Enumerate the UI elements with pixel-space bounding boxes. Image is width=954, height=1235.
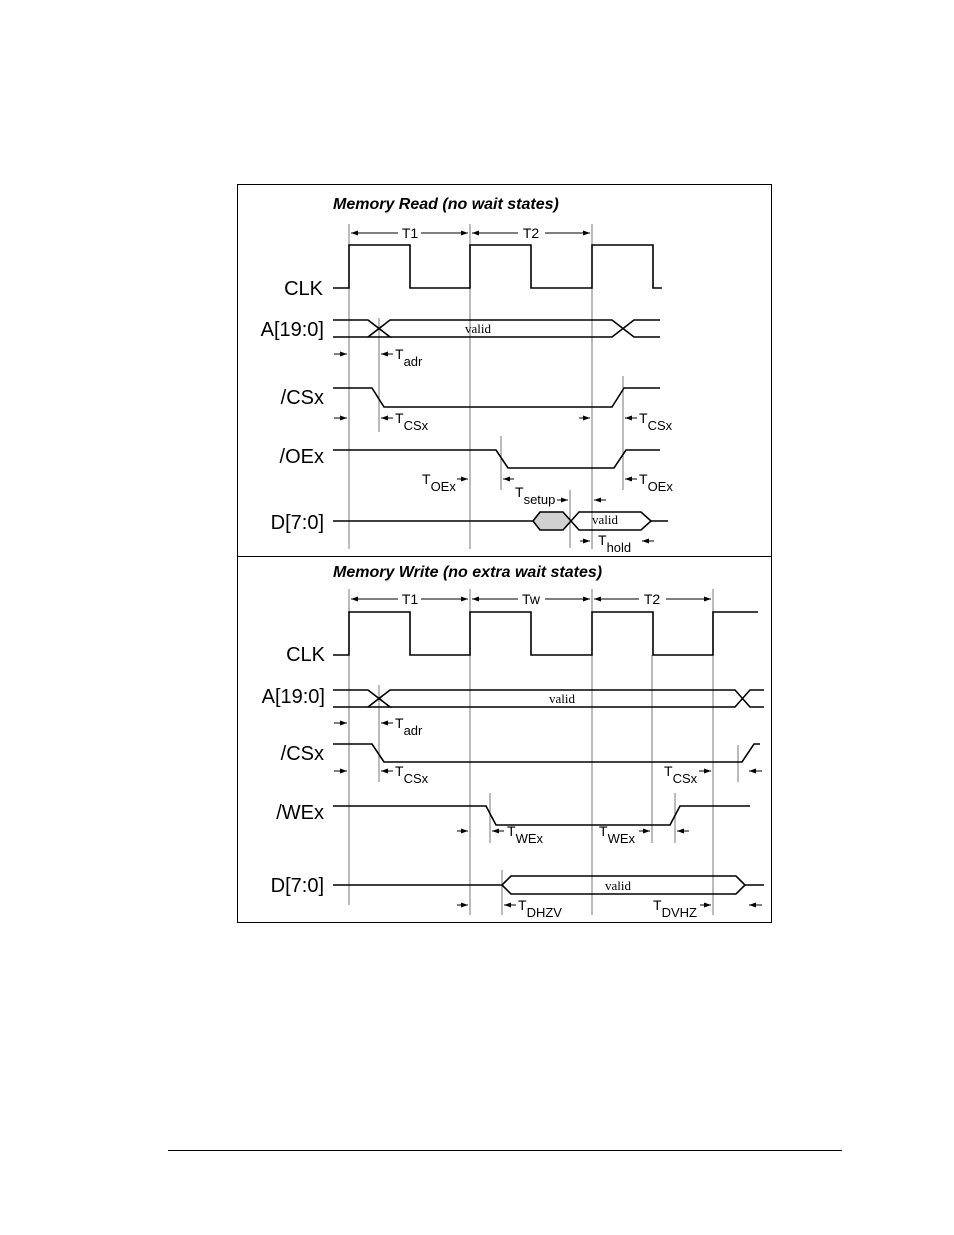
write-addr-bus-left [333,690,390,707]
read-addr-bus-left [333,320,390,337]
write-twex2-label: TWEx [599,823,636,846]
read-panel [261,196,674,555]
read-tsetup-label: Tsetup [515,484,556,507]
write-period-t2: T2 [643,591,661,607]
write-panel [262,564,764,920]
read-label-csx: /CSx [280,387,324,409]
write-addr-valid-label: valid [549,691,575,706]
write-label-wex: /WEx [276,802,324,824]
write-csx-waveform [333,744,760,762]
write-tadr-label: Tadr [395,715,423,738]
write-data-valid-label: valid [605,878,631,893]
read-addr-bus-valid-bottom [390,320,660,337]
read-label-clk: CLK [284,278,323,300]
write-tdhzv-label: TDHZV [518,897,562,920]
read-period-t1: T1 [401,225,419,241]
read-toex2-label: TOEx [639,471,673,494]
write-wex-waveform [333,806,750,825]
write-period-tw: Tw [522,591,540,607]
footer-rule [168,1150,842,1151]
read-label-data: D[7:0] [270,512,324,534]
read-tcsx-label: TCSx [395,410,429,433]
read-label-oex: /OEx [279,446,324,468]
write-label-data: D[7:0] [270,875,324,897]
read-tadr-label: Tadr [395,346,423,369]
read-panel-frame [238,185,772,557]
write-tcsx2-label: TCSx [664,763,698,786]
write-label-clk: CLK [286,644,325,666]
read-addr-valid-label: valid [465,321,491,336]
read-period-t2: T2 [522,225,540,241]
write-tdvhz-label: TDVHZ [653,897,697,920]
write-label-addr: A[19:0] [261,686,325,708]
read-thold-label: Thold [598,532,632,555]
write-clk-waveform [333,612,758,655]
read-csx-waveform [333,388,660,407]
write-twex-label: TWEx [507,823,544,846]
write-period-t1: T1 [401,591,419,607]
read-data-transition [533,512,571,530]
read-tcsx2-label: TCSx [639,410,673,433]
write-addr-bus-valid-bottom [390,690,764,707]
write-tcsx-label: TCSx [395,763,429,786]
read-title: Memory Read (no wait states) [333,196,559,213]
read-label-addr: A[19:0] [260,319,324,341]
read-toex-label: TOEx [422,471,456,494]
read-data-valid-label: valid [592,512,618,527]
read-oex-waveform [333,450,660,468]
write-title: Memory Write (no extra wait states) [333,564,603,581]
read-clk-waveform [333,245,662,288]
write-label-csx: /CSx [280,743,324,765]
